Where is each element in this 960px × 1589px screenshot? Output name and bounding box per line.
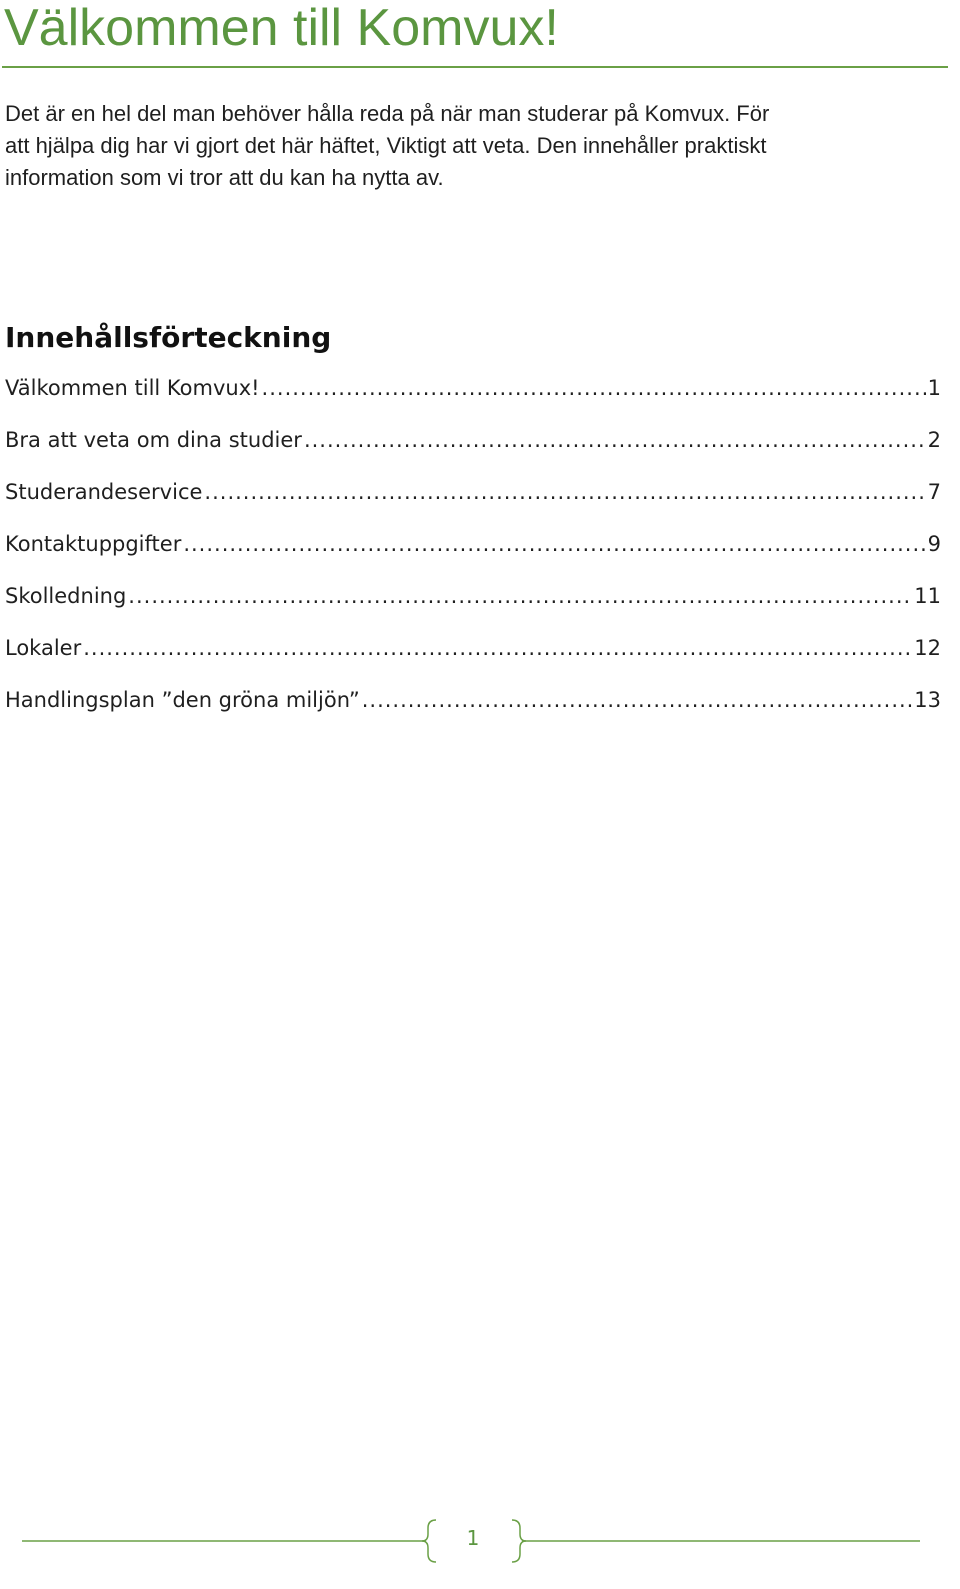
toc-entry-page: 1 <box>927 376 941 400</box>
toc-entry-valkommen[interactable] <box>5 369 941 421</box>
footer-left-brace <box>422 1520 436 1562</box>
toc-entry-studerandeservice[interactable] <box>5 473 941 525</box>
toc-dot-leader <box>262 369 926 407</box>
intro-line: information som vi tror att du kan ha nytta av. <box>5 165 444 190</box>
intro-line: att hjälpa dig har vi gjort det här häftet, Viktigt att veta. Den innehåller praktiskt <box>5 133 767 158</box>
title-underline <box>2 66 948 68</box>
toc-entry-label: Lokaler <box>5 636 82 660</box>
page-number: 1 <box>466 1526 480 1550</box>
toc-entry-label: Kontaktuppgifter <box>5 532 182 556</box>
toc-dot-leader <box>128 577 912 615</box>
toc-entry-label: Välkommen till Komvux! <box>5 376 260 400</box>
toc-entry-page: 9 <box>927 532 941 556</box>
toc-heading: Innehållsförteckning <box>5 321 332 354</box>
toc-dot-leader <box>304 421 926 459</box>
toc-entry-lokaler[interactable] <box>5 629 941 681</box>
toc-entry-label: Skolledning <box>5 584 127 608</box>
toc-entry-page: 11 <box>914 584 941 608</box>
toc-entry-skolledning[interactable] <box>5 577 941 629</box>
toc-dot-leader <box>83 629 912 667</box>
toc-entry-page: 2 <box>927 428 941 452</box>
page-footer <box>0 1510 960 1570</box>
toc-dot-leader <box>204 473 925 511</box>
toc-entry-page: 12 <box>914 636 941 660</box>
table-of-contents <box>5 369 941 733</box>
intro-paragraph <box>5 98 950 194</box>
toc-dot-leader <box>183 525 925 563</box>
toc-entry-page: 13 <box>914 688 941 712</box>
intro-line: Det är en hel del man behöver hålla reda på när man studerar på Komvux. För <box>5 101 770 126</box>
toc-entry-bra-att-veta[interactable] <box>5 421 941 473</box>
page-title: Välkommen till Komvux! <box>4 0 559 57</box>
toc-entry-label: Bra att veta om dina studier <box>5 428 302 452</box>
toc-entry-label: Handlingsplan ”den gröna miljön” <box>5 688 360 712</box>
toc-dot-leader <box>362 681 913 719</box>
toc-entry-kontaktuppgifter[interactable] <box>5 525 941 577</box>
toc-entry-handlingsplan[interactable] <box>5 681 941 733</box>
toc-entry-label: Studerandeservice <box>5 480 203 504</box>
toc-entry-page: 7 <box>927 480 941 504</box>
